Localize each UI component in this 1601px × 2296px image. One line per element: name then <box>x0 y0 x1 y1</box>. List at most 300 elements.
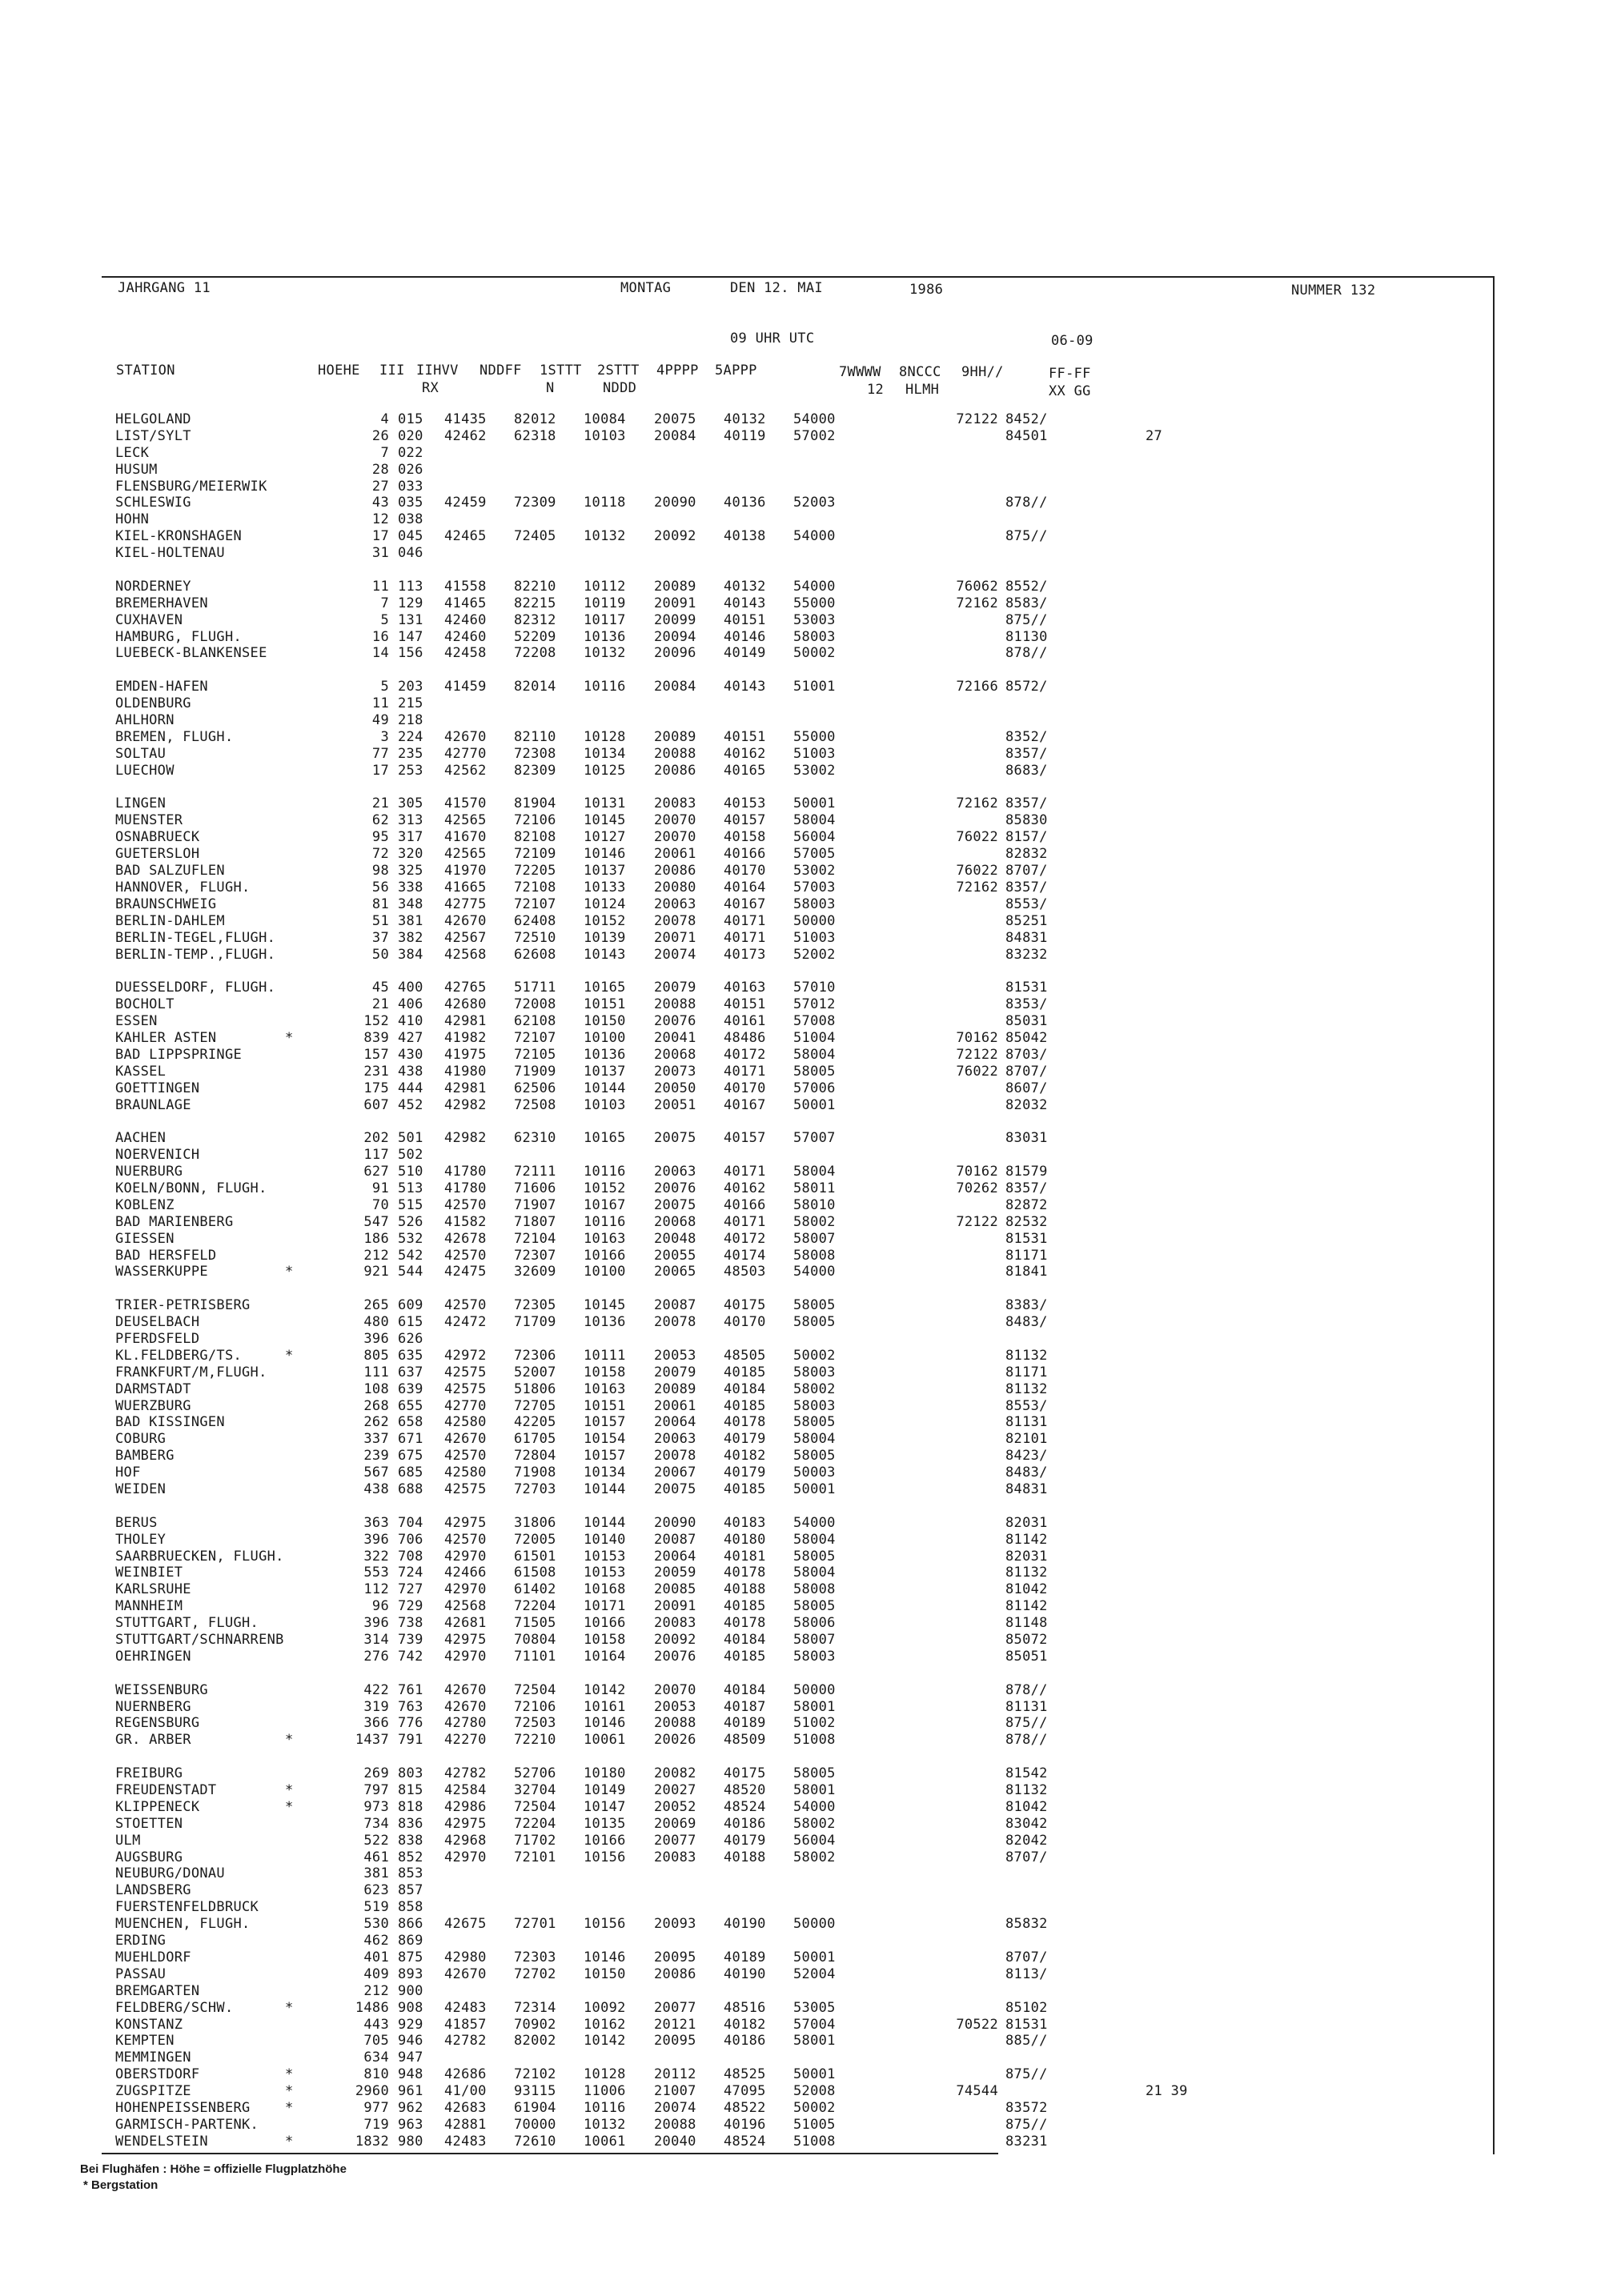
issue-number: NUMMER 132 <box>1291 282 1376 299</box>
group-2sttt: 20088 <box>654 996 696 1013</box>
elevation: 5 <box>380 611 389 628</box>
station-name: BAD MARIENBERG <box>115 1213 234 1230</box>
group-nddff: 72204 <box>514 1598 556 1615</box>
group-1sttt: 10168 <box>584 1581 626 1598</box>
group-5appp: 58005 <box>793 1314 836 1331</box>
group-2sttt: 20069 <box>654 1815 696 1832</box>
station-name: KLIPPENECK <box>115 1798 200 1815</box>
group-4pppp: 40185 <box>724 1397 766 1414</box>
station-index: 129 <box>398 595 423 611</box>
station-index: 729 <box>398 1598 423 1615</box>
group-2sttt: 20065 <box>654 1264 696 1280</box>
group-4pppp: 40182 <box>724 2016 766 2033</box>
group-8nccc: 81171 <box>1005 1364 1048 1380</box>
group-2sttt: 20088 <box>654 745 696 762</box>
group-8nccc: 84501 <box>1005 427 1048 444</box>
group-nddff: 72314 <box>514 1999 556 2016</box>
station-index: 526 <box>398 1213 423 1230</box>
col-s2-sub: NDDD <box>603 380 637 396</box>
group-2sttt: 20053 <box>654 1347 696 1364</box>
group-5appp: 56004 <box>793 1832 836 1849</box>
elevation: 396 <box>363 1615 389 1632</box>
table-row <box>115 445 1476 462</box>
group-1sttt: 10103 <box>584 1096 626 1113</box>
group-ihvv: 42570 <box>444 1247 487 1264</box>
group-2sttt: 20075 <box>654 1130 696 1147</box>
elevation: 438 <box>363 1481 389 1497</box>
table-row <box>115 1949 1476 1966</box>
group-ihvv: 42972 <box>444 1347 487 1364</box>
group-5appp: 58008 <box>793 1581 836 1598</box>
group-1sttt: 10139 <box>584 929 626 946</box>
group-5appp: 52003 <box>793 495 836 511</box>
group-2sttt: 20096 <box>654 645 696 662</box>
elevation: 49 <box>371 712 389 729</box>
station-name: BERUS <box>115 1514 158 1531</box>
group-ihvv: 42670 <box>444 1698 487 1715</box>
group-8nccc: 878// <box>1005 495 1048 511</box>
group-1sttt: 10146 <box>584 1715 626 1732</box>
station-name: STUTTGART, FLUGH. <box>115 1615 259 1632</box>
group-ihvv: 41982 <box>444 1029 487 1046</box>
group-1sttt: 10140 <box>584 1531 626 1548</box>
station-index: 708 <box>398 1548 423 1565</box>
group-4pppp: 40172 <box>724 1230 766 1247</box>
station-name: STOETTEN <box>115 1815 183 1832</box>
station-name: DEUSELBACH <box>115 1314 200 1331</box>
group-2sttt: 20084 <box>654 427 696 444</box>
elevation: 422 <box>363 1681 389 1698</box>
group-8nccc: 8553/ <box>1005 896 1048 912</box>
group-nddff: 71907 <box>514 1196 556 1213</box>
group-1sttt: 10112 <box>584 578 626 595</box>
group-5appp: 58004 <box>793 1565 836 1581</box>
station-name: THOLEY <box>115 1531 167 1548</box>
group-5appp: 53002 <box>793 863 836 880</box>
group-nddff: 51711 <box>514 980 556 996</box>
group-5appp: 58002 <box>793 1849 836 1865</box>
group-5appp: 51003 <box>793 745 836 762</box>
elevation: 734 <box>363 1815 389 1832</box>
group-8nccc: 81531 <box>1005 1230 1048 1247</box>
elevation: 401 <box>363 1949 389 1965</box>
station-index: 147 <box>398 628 423 645</box>
group-nddff: 82002 <box>514 2033 556 2050</box>
station-name: BAD LIPPSPRINGE <box>115 1046 243 1063</box>
group-nddff: 72109 <box>514 846 556 863</box>
group-4pppp: 40165 <box>724 762 766 779</box>
group-5appp: 58005 <box>793 1765 836 1782</box>
group-2sttt: 20091 <box>654 1598 696 1615</box>
station-index: 852 <box>398 1849 423 1865</box>
group-spacer <box>115 1749 1476 1765</box>
group-nddff: 72405 <box>514 528 556 545</box>
station-index: 317 <box>398 829 423 846</box>
table-row <box>115 1197 1476 1214</box>
elevation: 607 <box>363 1096 389 1113</box>
group-7wwww: 76022 <box>956 829 998 846</box>
station-name: BREMGARTEN <box>115 1982 200 1999</box>
group-8nccc: 878// <box>1005 645 1048 662</box>
station-name: GIESSEN <box>115 1230 175 1247</box>
group-2sttt: 20070 <box>654 1681 696 1698</box>
table-row <box>115 1916 1476 1933</box>
station-name: HUSUM <box>115 461 158 478</box>
group-5appp: 58002 <box>793 1815 836 1832</box>
group-spacer <box>115 779 1476 796</box>
group-8nccc: 8113/ <box>1005 1965 1048 1982</box>
elevation: 268 <box>363 1397 389 1414</box>
group-5appp: 58005 <box>793 1448 836 1465</box>
group-1sttt: 10133 <box>584 879 626 896</box>
elevation: 462 <box>363 1933 389 1949</box>
group-ihvv: 42670 <box>444 1681 487 1698</box>
station-index: 635 <box>398 1347 423 1364</box>
group-ihvv: 42765 <box>444 980 487 996</box>
station-name: BERLIN-TEMP.,FLUGH. <box>115 946 276 963</box>
station-index: 022 <box>398 444 423 461</box>
group-1sttt: 10116 <box>584 1164 626 1180</box>
table-row <box>115 495 1476 511</box>
group-2sttt: 20079 <box>654 1364 696 1380</box>
group-ihvv: 42670 <box>444 1431 487 1448</box>
group-1sttt: 10161 <box>584 1698 626 1715</box>
group-1sttt: 10157 <box>584 1414 626 1431</box>
group-ihvv: 42575 <box>444 1380 487 1397</box>
group-8nccc: 85832 <box>1005 1916 1048 1933</box>
group-2sttt: 20121 <box>654 2016 696 2033</box>
group-8nccc: 84831 <box>1005 929 1048 946</box>
group-2sttt: 20095 <box>654 2033 696 2050</box>
station-name: LIST/SYLT <box>115 427 191 444</box>
group-4pppp: 48509 <box>724 1732 766 1749</box>
table-row <box>115 528 1476 545</box>
station-name: NOERVENICH <box>115 1147 200 1164</box>
group-5appp: 53002 <box>793 762 836 779</box>
group-1sttt: 10142 <box>584 1681 626 1698</box>
group-5appp: 53003 <box>793 611 836 628</box>
station-name: BERLIN-TEGEL,FLUGH. <box>115 929 276 946</box>
station-name: BREMERHAVEN <box>115 595 208 611</box>
group-8nccc: 8707/ <box>1005 1849 1048 1865</box>
table-row <box>115 1865 1476 1882</box>
group-1sttt: 10166 <box>584 1247 626 1264</box>
group-8nccc: 885// <box>1005 2033 1048 2050</box>
group-ihvv: 42670 <box>444 728 487 745</box>
elevation: 461 <box>363 1849 389 1865</box>
group-1sttt: 10145 <box>584 1297 626 1314</box>
group-8nccc: 8572/ <box>1005 679 1048 695</box>
group-5appp: 57005 <box>793 846 836 863</box>
group-5appp: 58003 <box>793 1648 836 1665</box>
group-nddff: 72106 <box>514 1698 556 1715</box>
group-2sttt: 20092 <box>654 528 696 545</box>
station-index: 685 <box>398 1465 423 1481</box>
station-index: 026 <box>398 461 423 478</box>
station-name: HOHN <box>115 511 150 528</box>
station-index: 866 <box>398 1916 423 1933</box>
station-name: BERLIN-DAHLEM <box>115 912 225 929</box>
group-ihvv: 42770 <box>444 745 487 762</box>
group-ihvv: 41465 <box>444 595 487 611</box>
station-index: 313 <box>398 812 423 829</box>
group-5appp: 58003 <box>793 628 836 645</box>
group-8nccc: 8352/ <box>1005 728 1048 745</box>
group-7wwww: 76022 <box>956 1063 998 1080</box>
station-name: BRAUNSCHWEIG <box>115 896 217 912</box>
table-row <box>115 1214 1476 1231</box>
elevation: 108 <box>363 1380 389 1397</box>
group-nddff: 72105 <box>514 1046 556 1063</box>
elevation: 56 <box>371 879 389 896</box>
group-ihvv: 42970 <box>444 1581 487 1598</box>
group-ihvv: 42475 <box>444 1264 487 1280</box>
group-8nccc: 81542 <box>1005 1765 1048 1782</box>
group-2sttt: 20087 <box>654 1531 696 1548</box>
group-nddff: 71709 <box>514 1314 556 1331</box>
group-8nccc: 81579 <box>1005 1164 1048 1180</box>
group-ihvv: 42584 <box>444 1782 487 1799</box>
station-index: 609 <box>398 1297 423 1314</box>
group-2sttt: 20089 <box>654 1380 696 1397</box>
table-row <box>115 1699 1476 1716</box>
elevation: 797 <box>363 1782 389 1799</box>
group-2sttt: 20076 <box>654 1648 696 1665</box>
group-4pppp: 40186 <box>724 1815 766 1832</box>
group-ihvv: 41970 <box>444 863 487 880</box>
group-4pppp: 40158 <box>724 829 766 846</box>
mountain-marker: * <box>285 1732 294 1749</box>
group-1sttt: 10171 <box>584 1598 626 1615</box>
group-1sttt: 10154 <box>584 1431 626 1448</box>
station-name: MEMMINGEN <box>115 2050 191 2066</box>
group-8nccc: 82532 <box>1005 1213 1048 1230</box>
station-index: 947 <box>398 2050 423 2066</box>
group-1sttt: 10136 <box>584 628 626 645</box>
group-1sttt: 10167 <box>584 1196 626 1213</box>
table-row <box>115 1515 1476 1532</box>
group-7wwww: 72162 <box>956 795 998 812</box>
table-row <box>115 795 1476 812</box>
group-ihvv: 42680 <box>444 996 487 1013</box>
station-index: 381 <box>398 912 423 929</box>
group-2sttt: 20075 <box>654 411 696 427</box>
group-7wwww: 72162 <box>956 595 998 611</box>
elevation: 1486 <box>355 1999 389 2016</box>
group-ihvv: 41582 <box>444 1213 487 1230</box>
mountain-marker: * <box>285 2066 294 2083</box>
group-5appp: 57006 <box>793 1080 836 1096</box>
group-4pppp: 40143 <box>724 595 766 611</box>
station-name: BAD HERSFELD <box>115 1247 217 1264</box>
elevation: 705 <box>363 2033 389 2050</box>
group-5appp: 52002 <box>793 946 836 963</box>
group-2sttt: 20088 <box>654 1715 696 1732</box>
group-ihvv: 41/00 <box>444 2083 487 2100</box>
group-4pppp: 48525 <box>724 2066 766 2083</box>
group-4pppp: 40189 <box>724 1715 766 1732</box>
group-nddff: 61705 <box>514 1431 556 1448</box>
station-index: 893 <box>398 1965 423 1982</box>
group-nddff: 42205 <box>514 1414 556 1431</box>
group-1sttt: 10132 <box>584 2116 626 2133</box>
group-8nccc: 81131 <box>1005 1414 1048 1431</box>
group-1sttt: 10119 <box>584 595 626 611</box>
group-1sttt: 10156 <box>584 1916 626 1933</box>
group-4pppp: 40184 <box>724 1632 766 1649</box>
group-spacer <box>115 1113 1476 1130</box>
group-4pppp: 40178 <box>724 1414 766 1431</box>
station-index: 739 <box>398 1632 423 1649</box>
group-4pppp: 40171 <box>724 1213 766 1230</box>
group-2sttt: 20094 <box>654 628 696 645</box>
group-5appp: 54000 <box>793 578 836 595</box>
group-ihvv: 42462 <box>444 427 487 444</box>
group-5appp: 51008 <box>793 1732 836 1749</box>
station-name: HELGOLAND <box>115 411 191 427</box>
elevation: 111 <box>363 1364 389 1380</box>
jahrgang: JAHRGANG 11 <box>118 280 211 296</box>
group-ihvv: 42472 <box>444 1314 487 1331</box>
table-row <box>115 1030 1476 1047</box>
group-1sttt: 10147 <box>584 1798 626 1815</box>
group-1sttt: 10165 <box>584 980 626 996</box>
station-name: GOETTINGEN <box>115 1080 200 1096</box>
group-5appp: 50001 <box>793 1949 836 1965</box>
group-ihvv: 42570 <box>444 1531 487 1548</box>
footnote-mountain-station: * Bergstation <box>83 2178 158 2192</box>
group-nddff: 72303 <box>514 1949 556 1965</box>
group-4pppp: 40190 <box>724 1965 766 1982</box>
group-4pppp: 40119 <box>724 427 766 444</box>
group-8nccc: 81132 <box>1005 1347 1048 1364</box>
station-index: 626 <box>398 1330 423 1347</box>
table-row <box>115 2117 1476 2134</box>
group-8nccc: 81171 <box>1005 1247 1048 1264</box>
station-name: BAMBERG <box>115 1448 175 1465</box>
mountain-marker: * <box>285 2099 294 2116</box>
station-name: ULM <box>115 1832 141 1849</box>
station-index: 382 <box>398 929 423 946</box>
group-nddff: 72107 <box>514 1029 556 1046</box>
group-8nccc: 82832 <box>1005 846 1048 863</box>
group-7wwww: 72122 <box>956 411 998 427</box>
group-ihvv: 42970 <box>444 1548 487 1565</box>
group-4pppp: 40146 <box>724 628 766 645</box>
elevation: 51 <box>371 912 389 929</box>
station-index: 203 <box>398 679 423 695</box>
group-1sttt: 10145 <box>584 812 626 829</box>
elevation: 7 <box>380 444 389 461</box>
station-name: BRAUNLAGE <box>115 1096 191 1113</box>
group-1sttt: 10100 <box>584 1029 626 1046</box>
station-index: 724 <box>398 1565 423 1581</box>
station-index: 502 <box>398 1147 423 1164</box>
group-8nccc: 8357/ <box>1005 745 1048 762</box>
group-8nccc: 878// <box>1005 1732 1048 1749</box>
group-1sttt: 10151 <box>584 996 626 1013</box>
group-nddff: 61501 <box>514 1548 556 1565</box>
station-index: 406 <box>398 996 423 1013</box>
elevation: 805 <box>363 1347 389 1364</box>
station-name: AACHEN <box>115 1130 167 1147</box>
group-2sttt: 20090 <box>654 495 696 511</box>
group-nddff: 72210 <box>514 1732 556 1749</box>
station-name: KAHLER ASTEN <box>115 1029 217 1046</box>
group-spacer <box>115 963 1476 980</box>
station-index: 218 <box>398 712 423 729</box>
station-index: 853 <box>398 1865 423 1882</box>
table-row <box>115 1882 1476 1899</box>
elevation: 31 <box>371 545 389 562</box>
elevation: 366 <box>363 1715 389 1732</box>
group-8nccc: 83232 <box>1005 946 1048 963</box>
group-2sttt: 20078 <box>654 1448 696 1465</box>
group-4pppp: 40143 <box>724 679 766 695</box>
group-8nccc: 8383/ <box>1005 1297 1048 1314</box>
elevation: 977 <box>363 2099 389 2116</box>
group-8nccc: 85051 <box>1005 1648 1048 1665</box>
group-4pppp: 48524 <box>724 2133 766 2150</box>
group-ihvv: 42570 <box>444 1196 487 1213</box>
group-4pppp: 48503 <box>724 1264 766 1280</box>
group-7wwww: 70522 <box>956 2016 998 2033</box>
group-2sttt: 20077 <box>654 1999 696 2016</box>
group-2sttt: 20087 <box>654 1297 696 1314</box>
group-2sttt: 20068 <box>654 1046 696 1063</box>
elevation: 810 <box>363 2066 389 2083</box>
group-nddff: 71505 <box>514 1615 556 1632</box>
group-ihvv: 42686 <box>444 2066 487 2083</box>
elevation: 839 <box>363 1029 389 1046</box>
group-1sttt: 10135 <box>584 1815 626 1832</box>
group-2sttt: 20095 <box>654 1949 696 1965</box>
group-spacer <box>115 562 1476 579</box>
elevation: 70 <box>371 1196 389 1213</box>
station-name: DUESSELDORF, FLUGH. <box>115 980 276 996</box>
station-index: 857 <box>398 1882 423 1899</box>
group-4pppp: 40151 <box>724 728 766 745</box>
group-5appp: 50000 <box>793 1681 836 1698</box>
group-4pppp: 40184 <box>724 1681 766 1698</box>
table-row <box>115 930 1476 947</box>
group-5appp: 51002 <box>793 1715 836 1732</box>
group-8nccc: 8707/ <box>1005 1063 1048 1080</box>
group-2sttt: 20112 <box>654 2066 696 2083</box>
elevation: 443 <box>363 2016 389 2033</box>
table-row <box>115 1047 1476 1064</box>
group-8nccc: 8583/ <box>1005 595 1048 611</box>
group-2sttt: 20079 <box>654 980 696 996</box>
group-ihvv: 42981 <box>444 1080 487 1096</box>
table-row <box>115 1398 1476 1415</box>
group-4pppp: 40161 <box>724 1013 766 1030</box>
elevation: 363 <box>363 1514 389 1531</box>
station-name: KOELN/BONN, FLUGH. <box>115 1180 267 1196</box>
group-2sttt: 20073 <box>654 1063 696 1080</box>
station-name: MUENSTER <box>115 812 183 829</box>
group-nddff: 62318 <box>514 427 556 444</box>
group-5appp: 58003 <box>793 1364 836 1380</box>
station-index: 908 <box>398 1999 423 2016</box>
station-index: 980 <box>398 2133 423 2150</box>
group-ihvv: 42975 <box>444 1815 487 1832</box>
station-index: 688 <box>398 1481 423 1497</box>
group-ihvv: 42675 <box>444 1916 487 1933</box>
col-ihvv: IIHVV <box>416 363 459 379</box>
group-8nccc: 8707/ <box>1005 863 1048 880</box>
group-ihvv: 41975 <box>444 1046 487 1063</box>
